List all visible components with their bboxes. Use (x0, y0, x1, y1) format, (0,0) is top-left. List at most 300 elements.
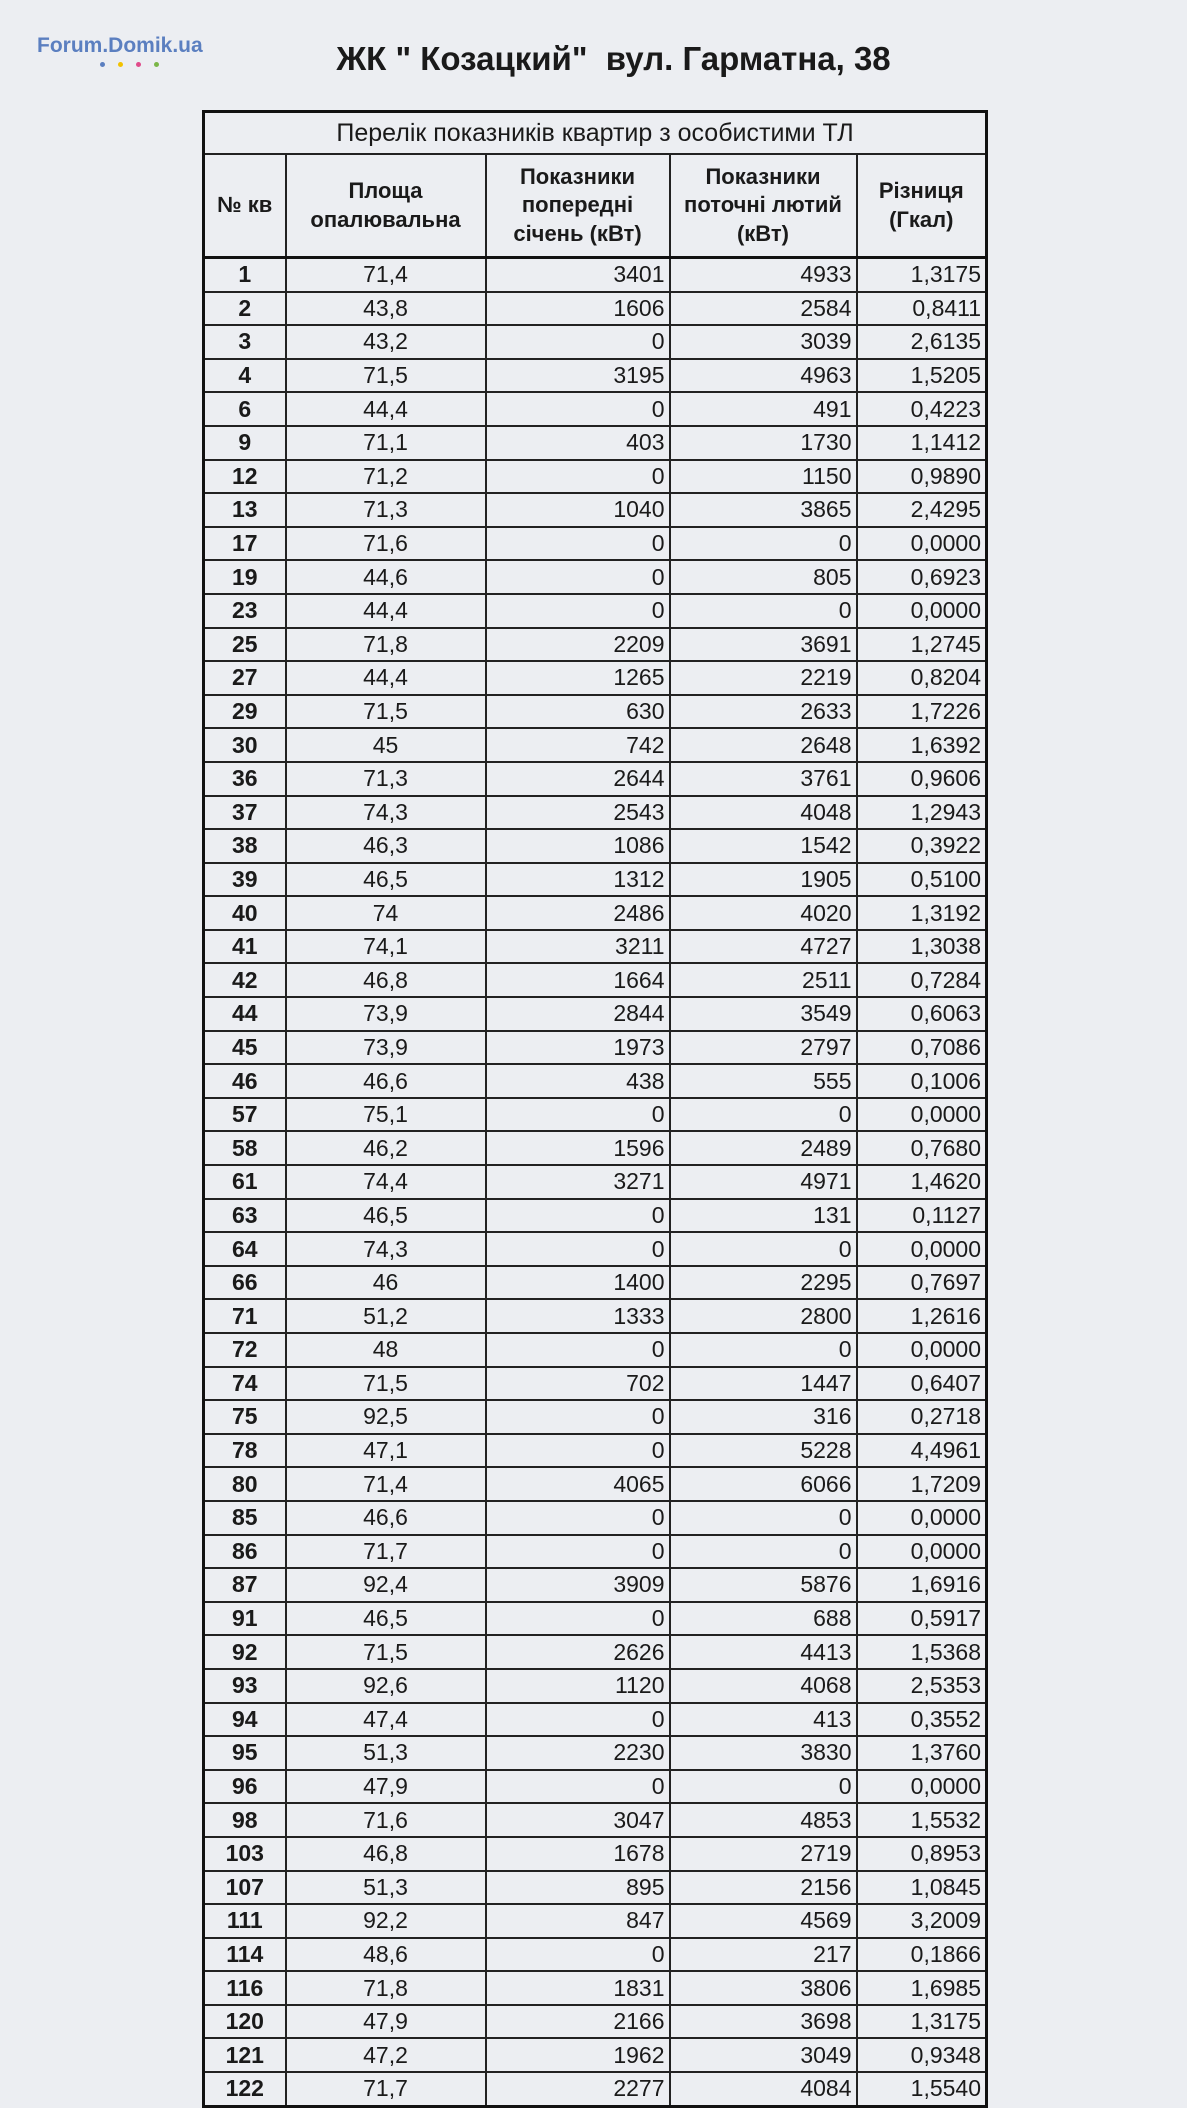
heated-area-cell: 71,5 (286, 359, 486, 393)
current-reading-cell: 5876 (670, 1568, 857, 1602)
apartment-number-cell: 122 (204, 2072, 286, 2106)
column-header-previous-reading: Показники попередні січень (кВт) (486, 154, 670, 258)
heated-area-cell: 45 (286, 728, 486, 762)
table-row (204, 762, 987, 796)
previous-reading-cell: 0 (486, 1602, 670, 1636)
apartment-number-cell: 85 (204, 1501, 286, 1535)
heated-area-cell: 71,7 (286, 1535, 486, 1569)
previous-reading-cell: 438 (486, 1064, 670, 1098)
heated-area-cell: 92,6 (286, 1669, 486, 1703)
difference-gcal-cell: 2,5353 (857, 1669, 987, 1703)
current-reading-cell: 2511 (670, 963, 857, 997)
previous-reading-cell: 3211 (486, 930, 670, 964)
heated-area-cell: 44,4 (286, 661, 486, 695)
current-reading-cell: 555 (670, 1064, 857, 1098)
current-reading-cell: 688 (670, 1602, 857, 1636)
heated-area-cell: 74,1 (286, 930, 486, 964)
difference-gcal-cell: 0,1006 (857, 1064, 987, 1098)
table-row (204, 1669, 987, 1703)
table-row (204, 728, 987, 762)
heated-area-cell: 51,3 (286, 1871, 486, 1905)
previous-reading-cell: 0 (486, 1938, 670, 1972)
heated-area-cell: 51,3 (286, 1736, 486, 1770)
difference-gcal-cell: 0,6407 (857, 1367, 987, 1401)
heated-area-cell: 46,5 (286, 863, 486, 897)
apartment-number-cell: 42 (204, 963, 286, 997)
current-reading-cell: 217 (670, 1938, 857, 1972)
apartment-number-cell: 58 (204, 1131, 286, 1165)
table-row (204, 392, 987, 426)
apartment-number-cell: 92 (204, 1635, 286, 1669)
apartment-number-cell: 98 (204, 1803, 286, 1837)
difference-gcal-cell: 1,6392 (857, 728, 987, 762)
table-row (204, 1467, 987, 1501)
heated-area-cell: 92,5 (286, 1400, 486, 1434)
meter-readings-table (202, 110, 988, 2108)
difference-gcal-cell: 1,0845 (857, 1871, 987, 1905)
difference-gcal-cell: 0,8411 (857, 292, 987, 326)
current-reading-cell: 0 (670, 594, 857, 628)
heated-area-cell: 46,5 (286, 1602, 486, 1636)
current-reading-cell: 0 (670, 1232, 857, 1266)
table-row (204, 1535, 987, 1569)
difference-gcal-cell: 2,4295 (857, 493, 987, 527)
current-reading-cell: 0 (670, 1098, 857, 1132)
table-row (204, 493, 987, 527)
previous-reading-cell: 4065 (486, 1467, 670, 1501)
previous-reading-cell: 1606 (486, 292, 670, 326)
current-reading-cell: 2719 (670, 1837, 857, 1871)
difference-gcal-cell: 0,5100 (857, 863, 987, 897)
difference-gcal-cell: 4,4961 (857, 1434, 987, 1468)
difference-gcal-cell: 0,3922 (857, 829, 987, 863)
previous-reading-cell: 0 (486, 1199, 670, 1233)
apartment-number-cell: 64 (204, 1232, 286, 1266)
table-caption: Перелік показників квартир з особистими ТЛ (204, 112, 987, 155)
difference-gcal-cell: 0,2718 (857, 1400, 987, 1434)
apartment-number-cell: 120 (204, 2005, 286, 2039)
table-row (204, 1736, 987, 1770)
table-row (204, 1165, 987, 1199)
table-row (204, 628, 987, 662)
previous-reading-cell: 847 (486, 1904, 670, 1938)
table-row (204, 963, 987, 997)
difference-gcal-cell: 0,9606 (857, 762, 987, 796)
apartment-number-cell: 78 (204, 1434, 286, 1468)
heated-area-cell: 44,4 (286, 594, 486, 628)
difference-gcal-cell: 1,2943 (857, 796, 987, 830)
apartment-number-cell: 6 (204, 392, 286, 426)
apartment-number-cell: 36 (204, 762, 286, 796)
current-reading-cell: 1730 (670, 426, 857, 460)
heated-area-cell: 43,2 (286, 325, 486, 359)
difference-gcal-cell: 1,3760 (857, 1736, 987, 1770)
current-reading-cell: 4020 (670, 896, 857, 930)
difference-gcal-cell: 1,2745 (857, 628, 987, 662)
previous-reading-cell: 630 (486, 695, 670, 729)
table-row (204, 661, 987, 695)
heated-area-cell: 71,4 (286, 1467, 486, 1501)
heated-area-cell: 47,1 (286, 1434, 486, 1468)
previous-reading-cell: 0 (486, 1400, 670, 1434)
previous-reading-cell: 702 (486, 1367, 670, 1401)
heated-area-cell: 71,3 (286, 762, 486, 796)
current-reading-cell: 2800 (670, 1299, 857, 1333)
difference-gcal-cell: 1,7209 (857, 1467, 987, 1501)
current-reading-cell: 4971 (670, 1165, 857, 1199)
apartment-number-cell: 41 (204, 930, 286, 964)
difference-gcal-cell: 0,7697 (857, 1266, 987, 1300)
apartment-number-cell: 93 (204, 1669, 286, 1703)
previous-reading-cell: 3195 (486, 359, 670, 393)
difference-gcal-cell: 0,0000 (857, 1333, 987, 1367)
difference-gcal-cell: 0,9890 (857, 460, 987, 494)
table-row (204, 796, 987, 830)
table-row (204, 1400, 987, 1434)
difference-gcal-cell: 1,3038 (857, 930, 987, 964)
heated-area-cell: 46,3 (286, 829, 486, 863)
heated-area-cell: 71,2 (286, 460, 486, 494)
current-reading-cell: 2295 (670, 1266, 857, 1300)
table-row (204, 359, 987, 393)
apartment-number-cell: 13 (204, 493, 286, 527)
current-reading-cell: 413 (670, 1703, 857, 1737)
table-row (204, 997, 987, 1031)
apartment-number-cell: 103 (204, 1837, 286, 1871)
table-row (204, 1367, 987, 1401)
current-reading-cell: 3865 (670, 493, 857, 527)
table-row (204, 1635, 987, 1669)
table-row (204, 930, 987, 964)
heated-area-cell: 43,8 (286, 292, 486, 326)
difference-gcal-cell: 0,0000 (857, 1501, 987, 1535)
previous-reading-cell: 895 (486, 1871, 670, 1905)
difference-gcal-cell: 1,3192 (857, 896, 987, 930)
previous-reading-cell: 0 (486, 325, 670, 359)
heated-area-cell: 44,6 (286, 560, 486, 594)
apartment-number-cell: 2 (204, 292, 286, 326)
apartment-number-cell: 94 (204, 1703, 286, 1737)
column-header-current-reading: Показники поточні лютий (кВт) (670, 154, 857, 258)
heated-area-cell: 71,4 (286, 258, 486, 292)
table-row (204, 1266, 987, 1300)
previous-reading-cell: 2844 (486, 997, 670, 1031)
previous-reading-cell: 0 (486, 1535, 670, 1569)
apartment-number-cell: 9 (204, 426, 286, 460)
table-row (204, 1031, 987, 1065)
difference-gcal-cell: 1,3175 (857, 258, 987, 292)
difference-gcal-cell: 0,4223 (857, 392, 987, 426)
previous-reading-cell: 0 (486, 1232, 670, 1266)
difference-gcal-cell: 0,8953 (857, 1837, 987, 1871)
table-row (204, 1803, 987, 1837)
previous-reading-cell: 0 (486, 1098, 670, 1132)
forum-watermark: Forum.Domik.ua (37, 34, 203, 57)
table-row (204, 896, 987, 930)
previous-reading-cell: 1120 (486, 1669, 670, 1703)
heated-area-cell: 46,8 (286, 963, 486, 997)
apartment-number-cell: 40 (204, 896, 286, 930)
apartment-number-cell: 12 (204, 460, 286, 494)
previous-reading-cell: 742 (486, 728, 670, 762)
table-row (204, 1904, 987, 1938)
heated-area-cell: 74,4 (286, 1165, 486, 1199)
difference-gcal-cell: 0,0000 (857, 1535, 987, 1569)
apartment-number-cell: 121 (204, 2038, 286, 2072)
apartment-number-cell: 44 (204, 997, 286, 1031)
previous-reading-cell: 1040 (486, 493, 670, 527)
table-row (204, 1064, 987, 1098)
previous-reading-cell: 2277 (486, 2072, 670, 2106)
heated-area-cell: 51,2 (286, 1299, 486, 1333)
current-reading-cell: 4853 (670, 1803, 857, 1837)
heated-area-cell: 71,7 (286, 2072, 486, 2106)
heated-area-cell: 73,9 (286, 1031, 486, 1065)
current-reading-cell: 4084 (670, 2072, 857, 2106)
current-reading-cell: 1905 (670, 863, 857, 897)
previous-reading-cell: 0 (486, 560, 670, 594)
heated-area-cell: 47,9 (286, 1770, 486, 1804)
difference-gcal-cell: 0,7680 (857, 1131, 987, 1165)
apartment-number-cell: 91 (204, 1602, 286, 1636)
previous-reading-cell: 1265 (486, 661, 670, 695)
heated-area-cell: 46 (286, 1266, 486, 1300)
current-reading-cell: 1542 (670, 829, 857, 863)
previous-reading-cell: 1333 (486, 1299, 670, 1333)
current-reading-cell: 2156 (670, 1871, 857, 1905)
previous-reading-cell: 2209 (486, 628, 670, 662)
previous-reading-cell: 1086 (486, 829, 670, 863)
current-reading-cell: 4727 (670, 930, 857, 964)
apartment-number-cell: 57 (204, 1098, 286, 1132)
apartment-number-cell: 74 (204, 1367, 286, 1401)
apartment-number-cell: 37 (204, 796, 286, 830)
previous-reading-cell: 1831 (486, 1971, 670, 2005)
current-reading-cell: 2489 (670, 1131, 857, 1165)
heated-area-cell: 74,3 (286, 796, 486, 830)
heated-area-cell: 71,8 (286, 1971, 486, 2005)
heated-area-cell: 71,6 (286, 527, 486, 561)
difference-gcal-cell: 1,5532 (857, 1803, 987, 1837)
difference-gcal-cell: 0,3552 (857, 1703, 987, 1737)
difference-gcal-cell: 1,4620 (857, 1165, 987, 1199)
previous-reading-cell: 0 (486, 460, 670, 494)
previous-reading-cell: 0 (486, 392, 670, 426)
previous-reading-cell: 2166 (486, 2005, 670, 2039)
difference-gcal-cell: 0,7284 (857, 963, 987, 997)
table-row (204, 2072, 987, 2106)
apartment-number-cell: 86 (204, 1535, 286, 1569)
current-reading-cell: 4933 (670, 258, 857, 292)
heated-area-cell: 47,4 (286, 1703, 486, 1737)
previous-reading-cell: 2230 (486, 1736, 670, 1770)
apartment-number-cell: 45 (204, 1031, 286, 1065)
current-reading-cell: 4048 (670, 796, 857, 830)
apartment-number-cell: 107 (204, 1871, 286, 1905)
heated-area-cell: 71,5 (286, 1367, 486, 1401)
current-reading-cell: 0 (670, 527, 857, 561)
document-title: ЖК " Козацкий" вул. Гарматна, 38 (336, 40, 891, 77)
difference-gcal-cell: 0,5917 (857, 1602, 987, 1636)
previous-reading-cell: 403 (486, 426, 670, 460)
current-reading-cell: 0 (670, 1770, 857, 1804)
difference-gcal-cell: 1,5205 (857, 359, 987, 393)
difference-gcal-cell: 0,1866 (857, 1938, 987, 1972)
heated-area-cell: 47,9 (286, 2005, 486, 2039)
heated-area-cell: 71,1 (286, 426, 486, 460)
previous-reading-cell: 2543 (486, 796, 670, 830)
table-row (204, 560, 987, 594)
heated-area-cell: 48,6 (286, 1938, 486, 1972)
apartment-number-cell: 27 (204, 661, 286, 695)
table-row (204, 1434, 987, 1468)
current-reading-cell: 3039 (670, 325, 857, 359)
current-reading-cell: 491 (670, 392, 857, 426)
heated-area-cell: 74 (286, 896, 486, 930)
table-row (204, 1770, 987, 1804)
apartment-number-cell: 116 (204, 1971, 286, 2005)
table-row (204, 1568, 987, 1602)
heated-area-cell: 92,4 (286, 1568, 486, 1602)
table-row (204, 292, 987, 326)
heated-area-cell: 75,1 (286, 1098, 486, 1132)
previous-reading-cell: 0 (486, 594, 670, 628)
table-row (204, 460, 987, 494)
apartment-number-cell: 75 (204, 1400, 286, 1434)
difference-gcal-cell: 2,6135 (857, 325, 987, 359)
current-reading-cell: 4963 (670, 359, 857, 393)
difference-gcal-cell: 1,6916 (857, 1568, 987, 1602)
heated-area-cell: 71,5 (286, 1635, 486, 1669)
difference-gcal-cell: 0,0000 (857, 1232, 987, 1266)
previous-reading-cell: 1973 (486, 1031, 670, 1065)
current-reading-cell: 2219 (670, 661, 857, 695)
heated-area-cell: 71,6 (286, 1803, 486, 1837)
difference-gcal-cell: 0,6923 (857, 560, 987, 594)
table-row (204, 325, 987, 359)
current-reading-cell: 4569 (670, 1904, 857, 1938)
previous-reading-cell: 3909 (486, 1568, 670, 1602)
previous-reading-cell: 1312 (486, 863, 670, 897)
apartment-number-cell: 61 (204, 1165, 286, 1199)
current-reading-cell: 2648 (670, 728, 857, 762)
current-reading-cell: 3049 (670, 2038, 857, 2072)
difference-gcal-cell: 0,0000 (857, 1770, 987, 1804)
previous-reading-cell: 0 (486, 1333, 670, 1367)
heated-area-cell: 92,2 (286, 1904, 486, 1938)
previous-reading-cell: 3271 (486, 1165, 670, 1199)
table-row (204, 527, 987, 561)
table-row (204, 1938, 987, 1972)
heated-area-cell: 73,9 (286, 997, 486, 1031)
heated-area-cell: 74,3 (286, 1232, 486, 1266)
difference-gcal-cell: 0,0000 (857, 1098, 987, 1132)
current-reading-cell: 6066 (670, 1467, 857, 1501)
current-reading-cell: 3691 (670, 628, 857, 662)
table-row (204, 1098, 987, 1132)
difference-gcal-cell: 1,5368 (857, 1635, 987, 1669)
current-reading-cell: 3549 (670, 997, 857, 1031)
table-row (204, 594, 987, 628)
current-reading-cell: 2633 (670, 695, 857, 729)
apartment-number-cell: 1 (204, 258, 286, 292)
difference-gcal-cell: 1,6985 (857, 1971, 987, 2005)
current-reading-cell: 3806 (670, 1971, 857, 2005)
current-reading-cell: 0 (670, 1333, 857, 1367)
difference-gcal-cell: 0,0000 (857, 594, 987, 628)
apartment-number-cell: 39 (204, 863, 286, 897)
apartment-number-cell: 3 (204, 325, 286, 359)
heated-area-cell: 44,4 (286, 392, 486, 426)
heated-area-cell: 46,6 (286, 1064, 486, 1098)
difference-gcal-cell: 0,9348 (857, 2038, 987, 2072)
current-reading-cell: 3698 (670, 2005, 857, 2039)
difference-gcal-cell: 1,1412 (857, 426, 987, 460)
current-reading-cell: 3830 (670, 1736, 857, 1770)
previous-reading-cell: 0 (486, 527, 670, 561)
previous-reading-cell: 2486 (486, 896, 670, 930)
current-reading-cell: 1150 (670, 460, 857, 494)
table-row (204, 1602, 987, 1636)
apartment-number-cell: 80 (204, 1467, 286, 1501)
difference-gcal-cell: 3,2009 (857, 1904, 987, 1938)
difference-gcal-cell: 0,7086 (857, 1031, 987, 1065)
apartment-number-cell: 96 (204, 1770, 286, 1804)
previous-reading-cell: 2626 (486, 1635, 670, 1669)
table-row (204, 1871, 987, 1905)
apartment-number-cell: 29 (204, 695, 286, 729)
heated-area-cell: 71,3 (286, 493, 486, 527)
current-reading-cell: 316 (670, 1400, 857, 1434)
current-reading-cell: 2797 (670, 1031, 857, 1065)
heated-area-cell: 71,5 (286, 695, 486, 729)
apartment-number-cell: 17 (204, 527, 286, 561)
current-reading-cell: 4413 (670, 1635, 857, 1669)
current-reading-cell: 0 (670, 1535, 857, 1569)
current-reading-cell: 2584 (670, 292, 857, 326)
table-row (204, 1501, 987, 1535)
apartment-number-cell: 38 (204, 829, 286, 863)
heated-area-cell: 71,8 (286, 628, 486, 662)
table-row (204, 695, 987, 729)
previous-reading-cell: 1962 (486, 2038, 670, 2072)
heated-area-cell: 48 (286, 1333, 486, 1367)
apartment-number-cell: 114 (204, 1938, 286, 1972)
current-reading-cell: 5228 (670, 1434, 857, 1468)
apartment-number-cell: 4 (204, 359, 286, 393)
table-row (204, 863, 987, 897)
table-row (204, 1131, 987, 1165)
table-row (204, 1232, 987, 1266)
apartment-number-cell: 87 (204, 1568, 286, 1602)
current-reading-cell: 805 (670, 560, 857, 594)
apartment-number-cell: 19 (204, 560, 286, 594)
table-row (204, 1333, 987, 1367)
heated-area-cell: 47,2 (286, 2038, 486, 2072)
current-reading-cell: 1447 (670, 1367, 857, 1401)
table-row (204, 426, 987, 460)
previous-reading-cell: 0 (486, 1434, 670, 1468)
apartment-number-cell: 95 (204, 1736, 286, 1770)
table-row (204, 1971, 987, 2005)
current-reading-cell: 4068 (670, 1669, 857, 1703)
current-reading-cell: 131 (670, 1199, 857, 1233)
table-row (204, 829, 987, 863)
previous-reading-cell: 0 (486, 1703, 670, 1737)
difference-gcal-cell: 0,1127 (857, 1199, 987, 1233)
previous-reading-cell: 0 (486, 1501, 670, 1535)
difference-gcal-cell: 1,3175 (857, 2005, 987, 2039)
